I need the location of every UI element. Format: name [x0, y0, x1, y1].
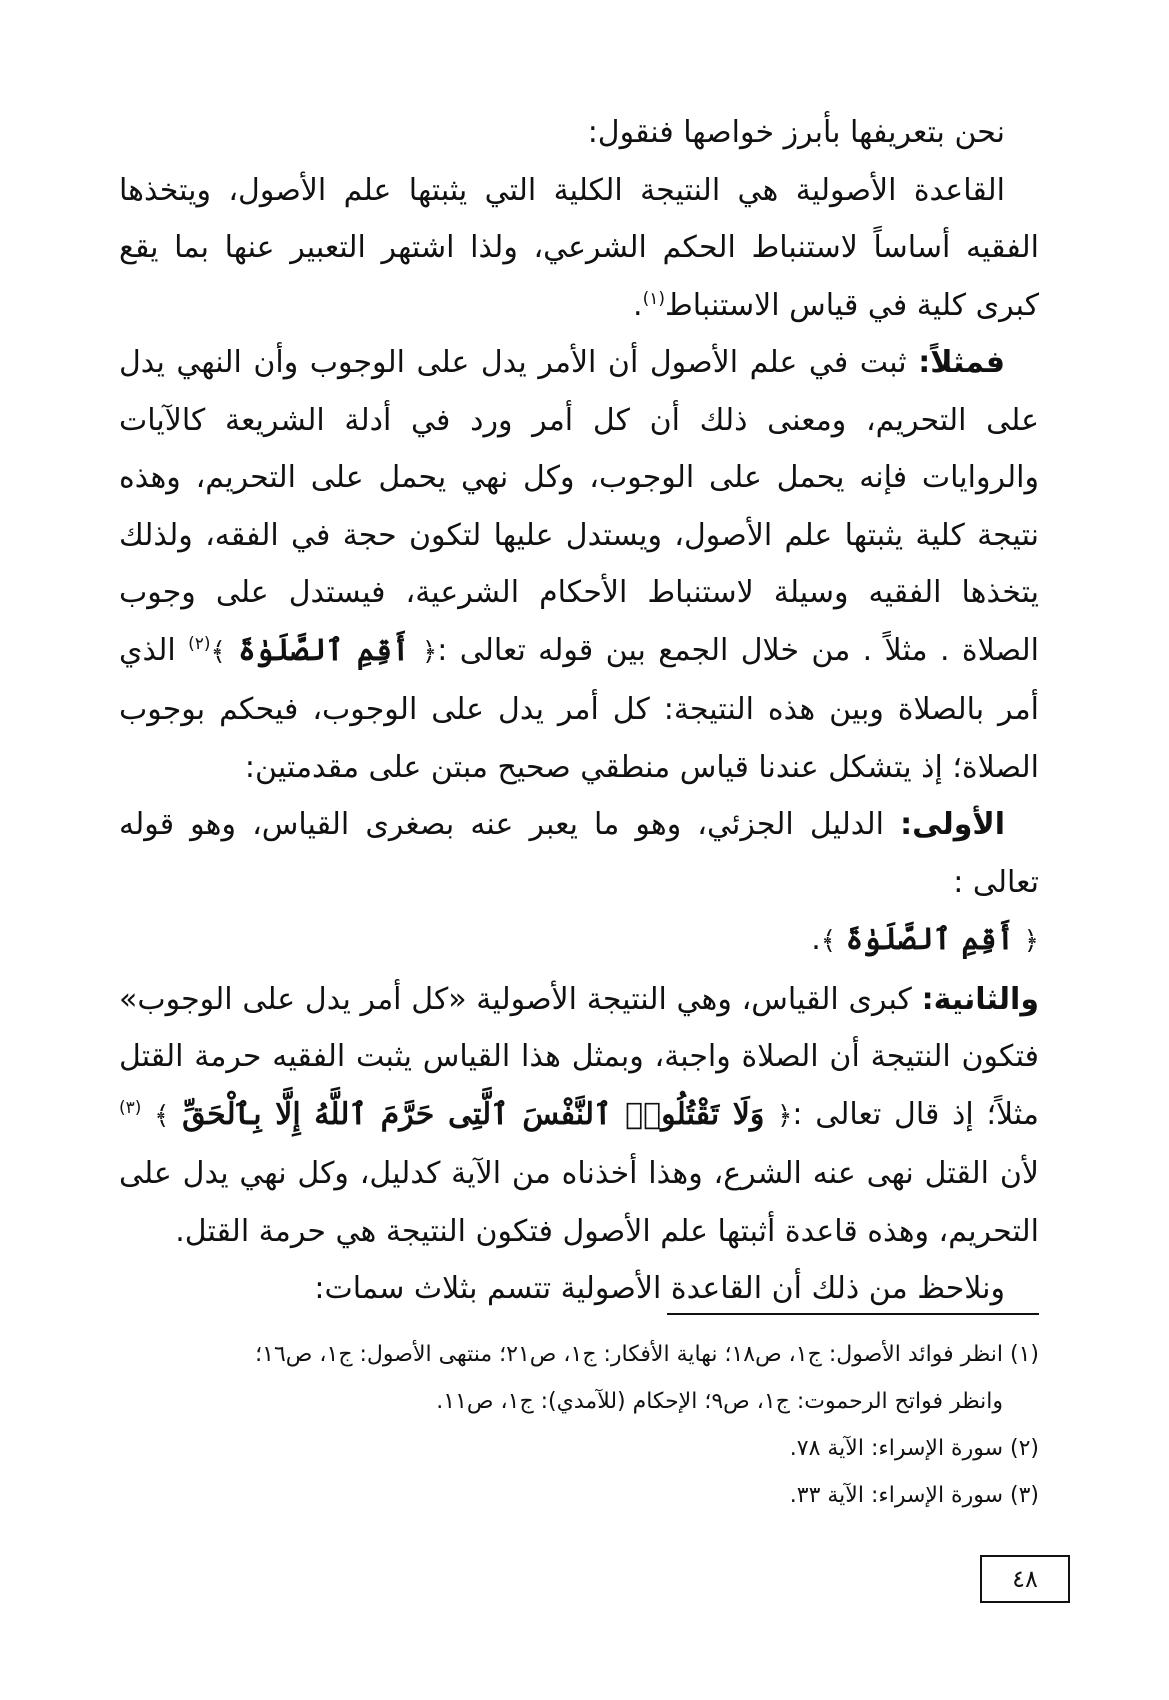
- second-premise-text-a: كبرى القياس، وهي النتيجة الأصولية «كل أمر يدل على الوجوب» فتكون النتيجة أن الصلاة واجبة، وبمثل هذا القياس يثبت الفقيه حرمة القتل مثلاً؛ إذ قال تعالى :: [119, 981, 1039, 1132]
- main-text: [119, 104, 1039, 1318]
- footnote-divider: [667, 1313, 1039, 1315]
- footnotes: [94, 1331, 1039, 1519]
- quran-bracket-open-icon: ﴿: [1023, 926, 1039, 956]
- example-label: فمثلاً:: [918, 345, 1005, 380]
- paragraph-definition: القاعدة الأصولية هي النتيجة الكلية التي يثبتها علم الأصول، ويتخذها الفقيه أساساً لاستنباط الحكم الشرعي، ولذا اشتهر التعبير عنها بما يقع كبرى كلية في قياس الاستنباط$^{(١)}$.: [119, 172, 1039, 323]
- quran-bracket-open-icon: ﴿: [777, 1100, 793, 1131]
- footnote-1: (١) انظر فوائد الأصول: ج١، ص١٨؛ نهاية الأفكار: ج١، ص٢١؛ منتهى الأصول: ج١، ص١٦؛: [255, 1342, 1039, 1367]
- definition-text: القاعدة الأصولية هي النتيجة الكلية التي يثبتها علم الأصول، ويتخذها الفقيه أساساً لاستنباط الحكم الشرعي، ولذا اشتهر التعبير عنها بما يقع كبرى كلية في قياس الاستنباط: [119, 172, 1039, 323]
- paragraph-first-premise: الأولى: الدليل الجزئي، وهو ما يعبر عنه بصغرى القياس، وهو قوله تعالى : ﴿ أَقِمِ ٱلصَّلَوٰةَ ﴾.: [119, 807, 1039, 957]
- footnote-ref-3[interactable]: (٣): [119, 1097, 142, 1118]
- quran-bracket-close-icon: ﴾: [210, 636, 226, 667]
- quran-bracket-close-icon: ﴾: [820, 926, 837, 956]
- example-text-a: ثبت في علم الأصول أن الأمر يدل على الوجوب وأن النهي يدل على التحريم، ومعنى ذلك أن كل أمر ورد في أدلة الشريعة كالآيات والروايات فإنه يحمل على الوجوب، وكل نهي يحمل على التحريم، وهذه نتيجة كلية يثبتها علم الأصول، ويستدل عليها لتكون حجة في الفقه، ولذلك يتخذها الفقيه وسيلة لاستنباط الأحكام الشرعية، فيستدل على وجوب الصلاة . مثلاً . من خلال الجمع بين قوله تعالى :: [119, 345, 1039, 668]
- conclusion-text: ونلاحظ من ذلك أن القاعدة الأصولية تتسم بثلاث سمات:: [314, 1271, 1005, 1306]
- quran-bracket-close-icon: ﴾: [154, 1100, 170, 1131]
- second-premise-label: والثانية:: [921, 981, 1039, 1017]
- footnote-3: (٣) سورة الإسراء: الآية ٣٣.: [789, 1483, 1039, 1508]
- page-number: ٤٨: [1012, 1565, 1038, 1593]
- footnote-2: (٢) سورة الإسراء: الآية ٧٨.: [789, 1436, 1039, 1461]
- footnote-1-continued: وانظر فواتح الرحموت: ج١، ص٩؛ الإحكام (للآمدي): ج١، ص١١.: [436, 1389, 1003, 1414]
- first-premise-text: الدليل الجزئي، وهو ما يعبر عنه بصغرى القياس، وهو قوله تعالى :: [119, 807, 1039, 900]
- quran-bracket-open-icon: ﴿: [421, 636, 438, 667]
- paragraph-conclusion: [119, 1260, 1039, 1318]
- paragraph-example: [119, 334, 1039, 796]
- page-curl-icon: [1053, 1578, 1068, 1601]
- quran-verse-1: أَقِمِ ٱلصَّلَوٰةَ: [238, 632, 410, 668]
- footnote-ref-1[interactable]: (١): [642, 288, 665, 309]
- quran-verse-2: أَقِمِ ٱلصَّلَوٰةَ: [845, 922, 1015, 957]
- footnote-ref-2[interactable]: (٢): [188, 633, 211, 654]
- first-premise-label: الأولى:: [900, 807, 1005, 842]
- intro-sentence: نحن بتعريفها بأبرز خواصها فنقول:: [587, 115, 1005, 150]
- paragraph-intro: [119, 104, 1039, 162]
- second-premise-text-b: لأن القتل نهى عنه الشرع، وهذا أخذناه من الآية كدليل، وكل نهي يدل على التحريم، وهذه قاعدة أثبتها علم الأصول فتكون النتيجة هي حرمة القتل.: [119, 1156, 1039, 1249]
- example-text-b: الذي أمر بالصلاة وبين هذه النتيجة: كل أمر يدل على الوجوب، فيحكم بوجوب الصلاة؛ إذ يتشكل عندنا قياس منطقي صحيح مبتن على مقدمتين:: [119, 632, 1039, 785]
- quran-verse-3: وَلَا تَقْتُلُوا۟ ٱلنَّفْسَ ٱلَّتِى حَرَّمَ ٱللَّهُ إِلَّا بِٱلْحَقِّ: [182, 1096, 765, 1132]
- paragraph-second-premise: [119, 971, 1039, 1261]
